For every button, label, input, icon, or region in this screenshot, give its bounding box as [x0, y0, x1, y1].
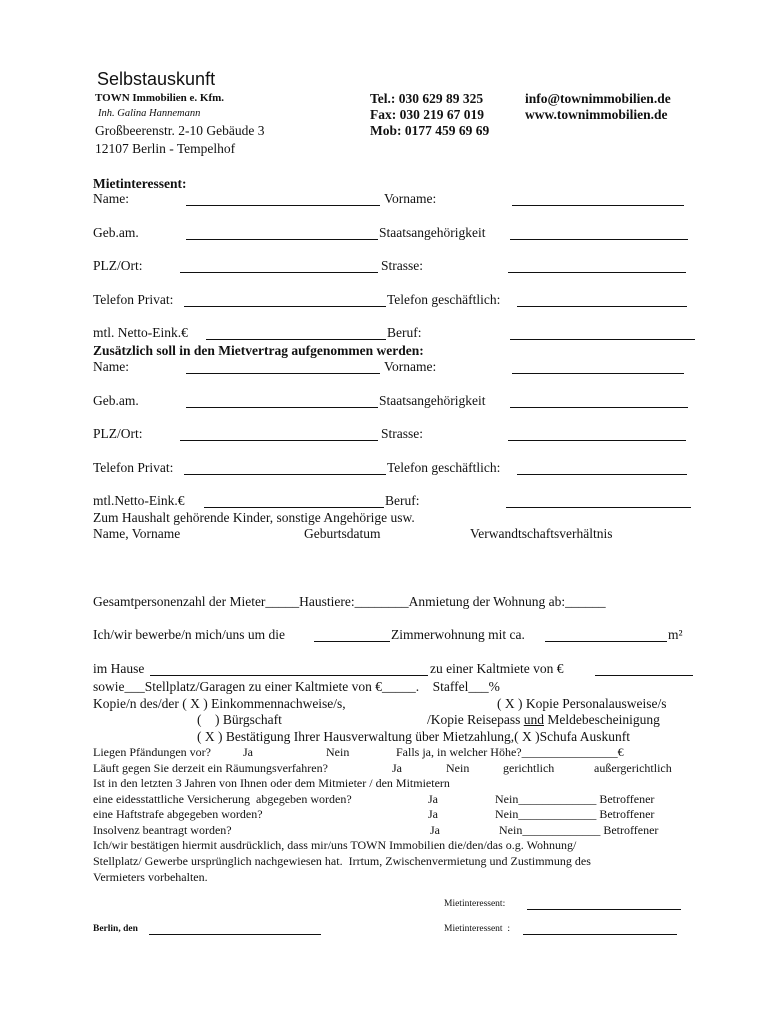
section-heading-applicant: Mietinteressent:: [93, 176, 187, 191]
apartment-size-label: Zimmerwohnung mit ca.: [391, 627, 525, 642]
company-mobile: Mob: 0177 459 69 69: [370, 123, 490, 138]
affidavit-yes[interactable]: Ja: [428, 792, 438, 806]
company-website: www.townimmobilien.de: [525, 107, 668, 122]
net-income-field[interactable]: [206, 339, 386, 340]
street-label-2: Strasse:: [381, 426, 423, 441]
household-summary-line: Gesamtpersonenzahl der Mieter_____Haustiere:________Anmietung der Wohnung ab:______: [93, 594, 606, 609]
phone-private-field-2[interactable]: [184, 474, 386, 475]
eviction-question: Läuft gegen Sie derzeit ein Räumungsverfahren?: [93, 761, 328, 775]
nationality-label: Staatsangehörigkeit: [379, 225, 486, 240]
insolvency-question: Insolvenz beantragt worden?: [93, 823, 232, 837]
rent-confirmation-option: ( X ) Bestätigung Ihrer Hausverwaltung über Mietzahlung,( X )Schufa Auskunft: [197, 729, 631, 744]
insolvency-yes[interactable]: Ja: [430, 823, 440, 837]
occupation-label-2: Beruf:: [385, 493, 420, 508]
signature-field-2[interactable]: [523, 934, 677, 935]
area-field[interactable]: [545, 641, 667, 642]
garnishment-amount: Falls ja, in welcher Höhe?________________€: [396, 745, 624, 759]
garnishment-question: Liegen Pfändungen vor?: [93, 745, 211, 759]
street-field[interactable]: [508, 272, 686, 273]
prison-yes[interactable]: Ja: [428, 807, 438, 821]
occupation-field[interactable]: [510, 339, 695, 340]
signature-label-1: Mietinteressent:: [444, 899, 506, 909]
owner-name: Inh. Galina Hannemann: [98, 108, 201, 119]
net-income-label: mtl. Netto-Eink.€: [93, 325, 188, 340]
apply-label: Ich/wir bewerbe/n mich/uns um die: [93, 627, 285, 642]
zip-city-label: PLZ/Ort:: [93, 258, 143, 273]
house-field[interactable]: [150, 675, 428, 676]
name-label: Name:: [93, 191, 129, 206]
birthdate-label-2: Geb.am.: [93, 393, 139, 408]
name-label-2: Name:: [93, 359, 129, 374]
signature-field-1[interactable]: [527, 909, 681, 910]
copy-income-proof: Kopie/n des/der ( X ) Einkommennachweise/s,: [93, 696, 346, 711]
eviction-yes[interactable]: Ja: [392, 761, 402, 775]
vorname-label: Vorname:: [384, 191, 437, 206]
section-heading-additional: Zusätzlich soll in den Mietvertrag aufgenommen werden:: [93, 343, 424, 358]
square-meter-unit: m²: [668, 627, 683, 642]
zip-city-field[interactable]: [180, 272, 378, 273]
street-field-2[interactable]: [508, 440, 686, 441]
cold-rent-field[interactable]: [595, 675, 693, 676]
col-name-header: Name, Vorname: [93, 526, 181, 541]
vorname-field[interactable]: [512, 205, 684, 206]
garnishment-yes[interactable]: Ja: [243, 745, 253, 759]
prison-no[interactable]: Nein_____________ Betroffener: [495, 807, 655, 821]
col-birthdate-header: Geburtsdatum: [304, 526, 381, 541]
affidavit-no[interactable]: Nein_____________ Betroffener: [495, 792, 655, 806]
parking-line: sowie___Stellplatz/Garagen zu einer Kaltmiete von €_____. Staffel___%: [93, 679, 500, 694]
rooms-field[interactable]: [314, 641, 390, 642]
copy-id-card: ( X ) Kopie Personalausweise/s: [497, 696, 667, 711]
phone-business-label: Telefon geschäftlich:: [387, 292, 501, 307]
eviction-extrajudicial[interactable]: außergerichtlich: [594, 761, 672, 775]
street-label: Strasse:: [381, 258, 423, 273]
confirmation-line-1: Ich/wir bestätigen hiermit ausdrücklich, dass mir/uns TOWN Immobilien die/den/das o.g. Wohnung/: [93, 838, 577, 852]
passport-registration-option: /Kopie Reisepass und Meldebescheinigung: [427, 712, 660, 727]
company-name: TOWN Immobilien e. Kfm.: [95, 92, 225, 104]
confirmation-line-3: Vermieters vorbehalten.: [93, 870, 208, 884]
col-relationship-header: Verwandtschaftsverhältnis: [470, 526, 613, 541]
phone-private-label: Telefon Privat:: [93, 292, 174, 307]
company-fax: Fax: 030 219 67 019: [370, 107, 484, 122]
eviction-judicial[interactable]: gerichtlich: [503, 761, 555, 775]
phone-private-label-2: Telefon Privat:: [93, 460, 174, 475]
cold-rent-label: zu einer Kaltmiete von €: [430, 661, 564, 676]
occupation-field-2[interactable]: [506, 507, 691, 508]
vorname-label-2: Vorname:: [384, 359, 437, 374]
zip-city-label-2: PLZ/Ort:: [93, 426, 143, 441]
nationality-field-2[interactable]: [510, 407, 688, 408]
occupation-label: Beruf:: [387, 325, 422, 340]
affidavit-question: eine eidesstattliche Versicherung abgegeben worden?: [93, 792, 352, 806]
house-label: im Hause: [93, 661, 145, 676]
household-members-heading: Zum Haushalt gehörende Kinder, sonstige Angehörige usw.: [93, 510, 415, 525]
nationality-field[interactable]: [510, 239, 688, 240]
vorname-field-2[interactable]: [512, 373, 684, 374]
insolvency-no[interactable]: Nein_____________ Betroffener: [499, 823, 659, 837]
company-email: info@townimmobilien.de: [525, 91, 671, 106]
zip-city-field-2[interactable]: [180, 440, 378, 441]
date-field[interactable]: [149, 934, 321, 935]
prison-question: eine Haftstrafe abgegeben worden?: [93, 807, 263, 821]
net-income-label-2: mtl.Netto-Eink.€: [93, 493, 185, 508]
phone-private-field[interactable]: [184, 306, 386, 307]
place-date-label: Berlin, den: [93, 924, 138, 934]
signature-label-2: Mietinteressent :: [444, 924, 510, 934]
company-city: 12107 Berlin - Tempelhof: [95, 141, 236, 156]
last-3-years-question: Ist in den letzten 3 Jahren von Ihnen oder dem Mitmieter / den Mitmietern: [93, 776, 450, 790]
garnishment-no[interactable]: Nein: [326, 745, 350, 759]
company-street: Großbeerenstr. 2-10 Gebäude 3: [95, 123, 265, 138]
birthdate-label: Geb.am.: [93, 225, 139, 240]
phone-business-field-2[interactable]: [517, 474, 687, 475]
birthdate-field-2[interactable]: [186, 407, 378, 408]
page-title: Selbstauskunft: [97, 69, 216, 89]
net-income-field-2[interactable]: [204, 507, 384, 508]
guarantee-option: ( ) Bürgschaft: [197, 712, 282, 727]
nationality-label-2: Staatsangehörigkeit: [379, 393, 486, 408]
eviction-no[interactable]: Nein: [446, 761, 470, 775]
company-tel: Tel.: 030 629 89 325: [370, 91, 484, 106]
phone-business-field[interactable]: [517, 306, 687, 307]
birthdate-field[interactable]: [186, 239, 378, 240]
name-field[interactable]: [186, 205, 380, 206]
phone-business-label-2: Telefon geschäftlich:: [387, 460, 501, 475]
name-field-2[interactable]: [186, 373, 380, 374]
confirmation-line-2: Stellplatz/ Gewerbe ursprünglich nachgewiesen hat. Irrtum, Zwischenvermietung und Zustimmung des: [93, 854, 591, 868]
